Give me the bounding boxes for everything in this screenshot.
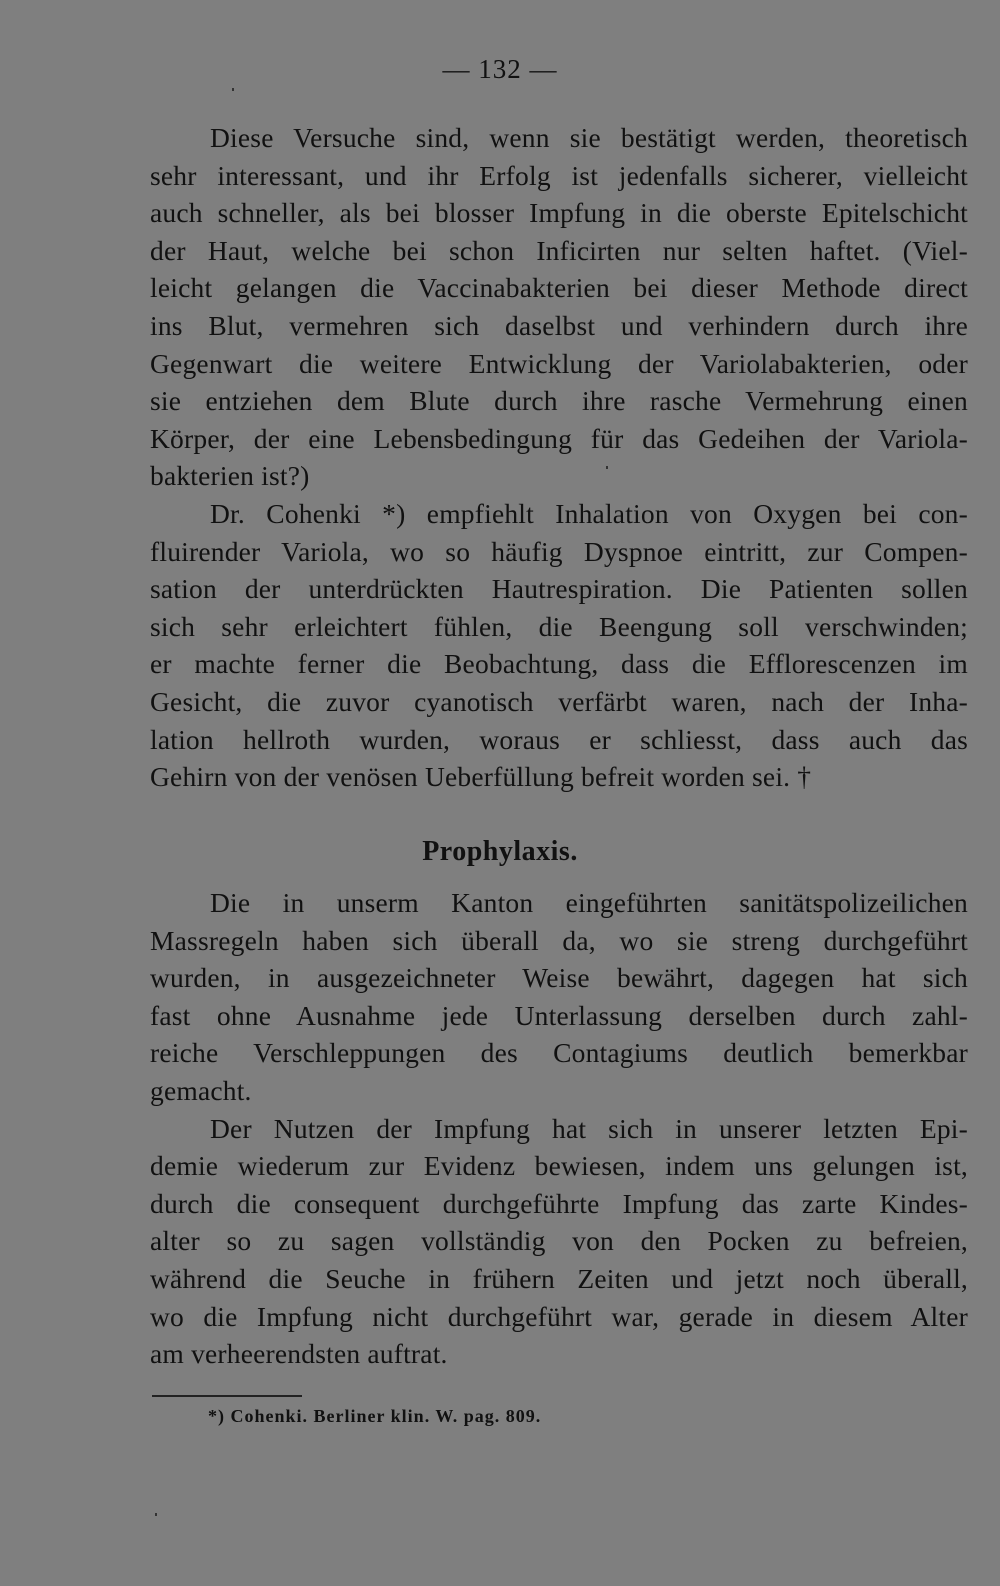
text-line: Die in unserm Kanton eingeführten sanitätspolizeilichen [210, 887, 968, 918]
text-line: lation hellroth wurden, woraus er schliesst, dass auch das [150, 723, 968, 755]
scan-speck [232, 88, 234, 91]
paragraph-vaccination-experiments [150, 119, 968, 495]
text-line: auch schneller, als bei blosser Impfung in die oberste Epitelschicht [150, 197, 968, 229]
footnote: *) Cohenki. Berliner klin. W. pag. 809. [208, 1406, 542, 1426]
text-line: gemacht. [150, 1074, 252, 1106]
text-line: sich sehr erleichtert fühlen, die Beengung soll verschwinden; [150, 610, 968, 642]
text-line: er machte ferner die Beobachtung, dass die Efflorescenzen im [150, 648, 968, 680]
text-line: sehr interessant, und ihr Erfolg ist jedenfalls sicherer, vielleicht [150, 159, 968, 191]
text-line: leicht gelangen die Vaccinabakterien bei dieser Methode direct [150, 272, 968, 304]
text-line: ins Blut, vermehren sich daselbst und verhindern durch ihre [150, 309, 968, 341]
text-line: Der Nutzen der Impfung hat sich in unserer letzten Epi- [210, 1112, 968, 1144]
body-text-bottom [150, 884, 968, 1373]
text-line: fast ohne Ausnahme jede Unterlassung derselben durch zahl- [150, 999, 968, 1031]
text-line: der Haut, welche bei schon Inficirten nur selten haftet. (Viel- [150, 234, 968, 266]
scan-speck [155, 1513, 157, 1516]
text-line: wurden, in ausgezeichneter Weise bewährt, dagegen hat sich [150, 962, 968, 994]
text-line: wo die Impfung nicht durchgeführt war, gerade in diesem Alter [150, 1300, 968, 1332]
text-line: alter so zu sagen vollständig von den Pocken zu befreien, [150, 1225, 968, 1257]
paragraph-vaccination-benefit [150, 1110, 968, 1373]
text-line: demie wiederum zur Evidenz bewiesen, indem uns gelungen ist, [150, 1150, 968, 1182]
text-line: am verheerendsten auftrat. [150, 1338, 448, 1370]
paragraph-oxygen-inhalation [150, 495, 968, 796]
body-text-top [150, 119, 968, 796]
text-line: Dr. Cohenki *) empfiehlt Inhalation von Oxygen bei con- [210, 497, 968, 529]
text-line: bakterien ist?) [150, 460, 310, 492]
text-line: Diese Versuche sind, wenn sie bestätigt werden, theoretisch [210, 122, 968, 153]
page-number: — 132 — [442, 54, 558, 84]
section-heading: Prophylaxis. [422, 836, 578, 867]
text-line: Körper, der eine Lebensbedingung für das Gedeihen der Variola- [150, 422, 968, 454]
text-line: durch die consequent durchgeführte Impfung das zarte Kindes- [150, 1187, 968, 1219]
text-line: sie entziehen dem Blute durch ihre rasche Vermehrung einen [150, 385, 968, 417]
text-line: Massregeln haben sich überall da, wo sie streng durchgeführt [150, 924, 968, 956]
paragraph-sanitary-measures [150, 884, 968, 1110]
text-line: sation der unterdrückten Hautrespiration. Die Patienten sollen [150, 573, 968, 605]
footnote-divider [152, 1395, 302, 1397]
scan-speck [606, 466, 608, 469]
text-line: Gehirn von der venösen Ueberfüllung befreit worden sei. † [150, 761, 812, 793]
text-line: Gesicht, die zuvor cyanotisch verfärbt waren, nach der Inha- [150, 685, 968, 717]
text-line: fluirender Variola, wo so häufig Dyspnoe eintritt, zur Compen- [150, 535, 968, 567]
text-line: reiche Verschleppungen des Contagiums deutlich bemerkbar [150, 1037, 968, 1069]
text-line: während die Seuche in frühern Zeiten und jetzt noch überall, [150, 1262, 968, 1294]
text-line: Gegenwart die weitere Entwicklung der Variolabakterien, oder [150, 347, 968, 379]
